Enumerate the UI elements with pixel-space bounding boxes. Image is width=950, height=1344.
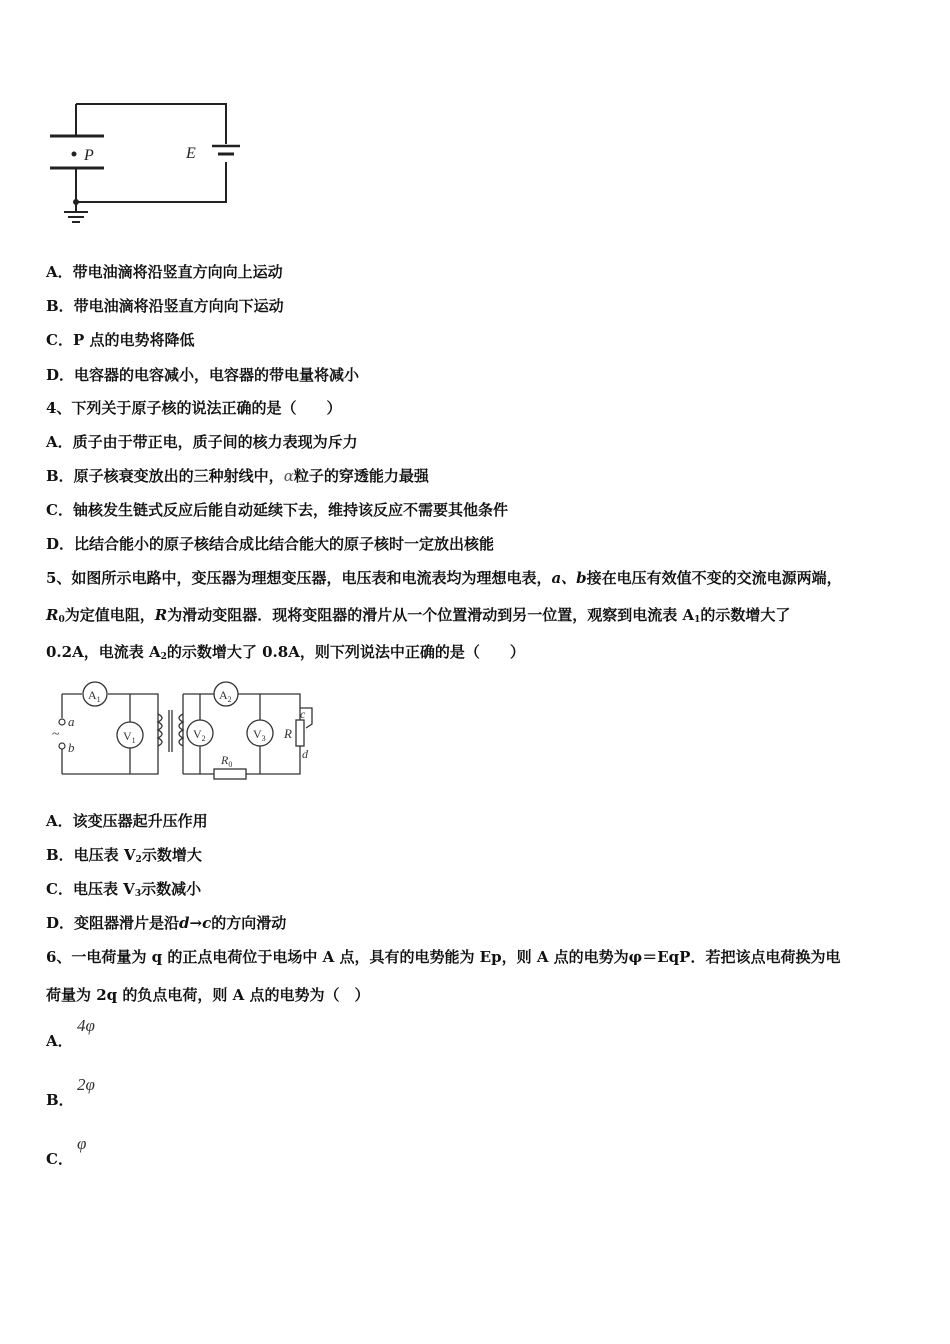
q5-option-c-sub: 3 (134, 889, 142, 899)
q5-option-b-post: 示数增大 (141, 846, 202, 864)
resistor-r0-label: $R_0$ (221, 753, 233, 769)
terminal-b-label: b (68, 740, 75, 755)
q3-option-c: C．P 点的电势将降低 (46, 331, 195, 349)
rheostat-d-label: d (302, 747, 308, 761)
q4-option-d: D．比结合能小的原子核结合成比结合能大的原子核时一定放出核能 (46, 535, 495, 553)
q5-line2-suffix: 为滑动变阻器．现将变阻器的滑片从一个位置滑动到另一位置，观察到电流表 A (167, 606, 695, 624)
q5-option-c (46, 879, 201, 904)
point-p-label: P (84, 147, 94, 164)
q5-line1-suffix: 接在电压有效值不变的交流电源两端， (586, 569, 842, 587)
q4-option-b-text: B．原子核衰变放出的三种射线中， (46, 467, 284, 485)
q6-option-c: C． (46, 1150, 73, 1168)
q5-option-b (46, 845, 202, 870)
q5-line1-vars: a、b (551, 569, 587, 587)
transformer-circuit-figure (48, 680, 338, 780)
q3-option-b: B．带电油滴将沿竖直方向向下运动 (46, 297, 284, 315)
q6-stem-line2: 荷量为 2q 的负点电荷，则 A 点的电势为（ ） (46, 986, 370, 1004)
q4-option-b-tail: 粒子的穿透能力最强 (293, 467, 429, 485)
ammeter-a2-label: $A_2$ (219, 688, 232, 704)
q5-line2-end: 的示数增大了 (700, 606, 791, 624)
q5-r: R (154, 606, 168, 624)
q5-stem-line2 (46, 605, 790, 630)
q5-stem-line1 (46, 568, 842, 588)
capacitor-circuit-figure (44, 96, 244, 236)
q4-option-b (46, 466, 429, 486)
q5-r0-sub: 0 (58, 615, 65, 625)
ac-source-symbol: ~ (52, 727, 60, 742)
rheostat-r-label: R (284, 726, 292, 741)
q5-option-d-pre: D．变阻器滑片是沿 (46, 914, 180, 932)
q5-option-d-post: 的方向滑动 (211, 914, 287, 932)
emf-e-label: E (186, 145, 196, 162)
voltmeter-v3-label: $V_3$ (253, 727, 266, 743)
q4-stem: 4、下列关于原子核的说法正确的是（ ） (46, 399, 342, 417)
q5-option-a: A．该变压器起升压作用 (46, 812, 208, 830)
q5-option-d (46, 913, 286, 933)
q4-option-c: C．铀核发生链式反应后能自动延续下去，维持该反应不需要其他条件 (46, 501, 508, 519)
alpha-symbol: α (283, 467, 294, 485)
q6-option-a-math: 4φ (77, 1016, 95, 1035)
q5-line3-a: 0.2A，电流表 A (46, 643, 161, 661)
q5-stem-line3 (46, 642, 525, 667)
q5-option-d-var: d→c (179, 914, 212, 932)
q3-option-a: A．带电油滴将沿竖直方向向上运动 (46, 263, 283, 281)
q6-option-b: B． (46, 1091, 74, 1109)
q4-option-a: A．质子由于带正电，质子间的核力表现为斥力 (46, 433, 358, 451)
q5-line2-mid: 为定值电阻， (64, 606, 155, 624)
q5-option-b-sub: 2 (135, 855, 142, 865)
ammeter-a1-label: $A_1$ (88, 688, 101, 704)
q6-option-b-math: 2φ (77, 1075, 95, 1094)
oil-drop-dot (72, 152, 77, 157)
q5-a1-sub: 1 (694, 615, 701, 625)
resistor-r0 (214, 769, 246, 779)
voltmeter-v1-label: $V_1$ (123, 729, 136, 745)
voltmeter-v2-label: $V_2$ (193, 727, 206, 743)
q5-line3-b: 的示数增大了 0.8A，则下列说法中正确的是（ ） (166, 643, 525, 661)
terminal-a-label: a (68, 714, 75, 729)
q6-stem-line1: 6、一电荷量为 q 的正点电荷位于电场中 A 点，具有的电势能为 Ep，则 A 点的电势为φ＝EqP．若把该点电荷换为电 (46, 948, 841, 966)
q6-option-a: A． (46, 1032, 73, 1050)
q5-line1-prefix: 5、如图所示电路中，变压器为理想变压器，电压表和电流表均为理想电表， (46, 569, 552, 587)
q6-option-c-math: φ (77, 1134, 87, 1153)
q5-a2-sub: 2 (160, 652, 167, 662)
q5-r0: R (46, 606, 59, 624)
rheostat-c-label: c (300, 707, 306, 721)
q5-option-c-pre: C．电压表 V (46, 880, 135, 898)
q3-option-d: D．电容器的电容减小，电容器的带电量将减小 (46, 366, 360, 384)
q5-option-c-post: 示数减小 (141, 880, 202, 898)
q5-option-b-pre: B．电压表 V (46, 846, 136, 864)
ground-node (73, 199, 79, 205)
